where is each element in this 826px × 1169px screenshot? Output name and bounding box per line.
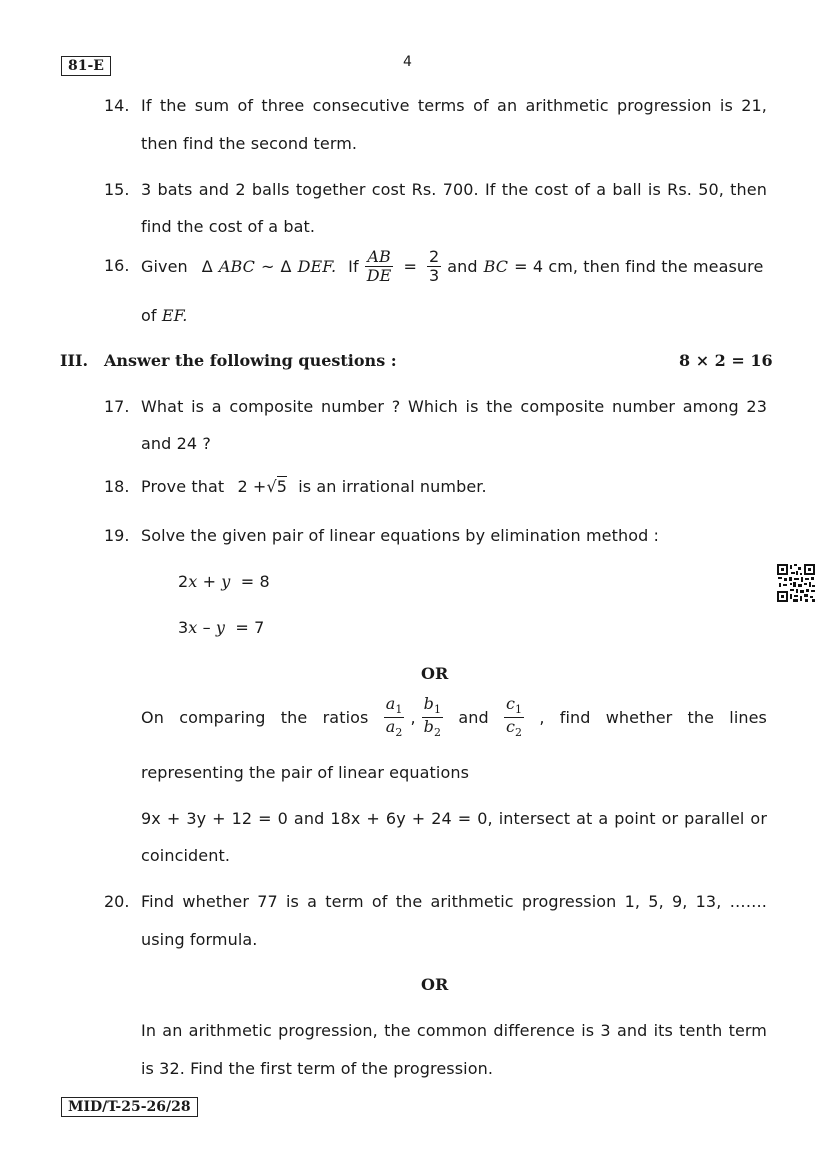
equation-2 bbox=[178, 618, 264, 637]
q18-post: is an irrational number. bbox=[298, 477, 487, 496]
q16-if: If bbox=[348, 256, 359, 276]
or-divider-q19: OR bbox=[421, 664, 449, 683]
fraction-denominator: 3 bbox=[428, 265, 440, 285]
minus-sign: – bbox=[197, 618, 216, 637]
var-x: x bbox=[188, 618, 198, 637]
q18-pre: Prove that bbox=[141, 477, 225, 496]
question-14-line-2: then find the second term. bbox=[141, 134, 358, 153]
fraction-numerator bbox=[384, 695, 405, 717]
eq-coef: 2 bbox=[178, 572, 189, 591]
question-18-line bbox=[141, 477, 487, 496]
word: the bbox=[280, 707, 308, 727]
word: On bbox=[141, 707, 164, 727]
fraction-b1-b2 bbox=[422, 695, 443, 739]
question-19-alt-line-4: coincident. bbox=[141, 846, 231, 865]
question-number-18: 18. bbox=[104, 477, 130, 496]
fraction-numerator bbox=[422, 695, 443, 717]
q16-and: and bbox=[447, 256, 478, 276]
subscript: 2 bbox=[515, 725, 523, 739]
q16-given: Given bbox=[141, 256, 188, 276]
paper-code-footer: MID/T-25-26/28 bbox=[61, 1097, 198, 1117]
subscript: 2 bbox=[395, 725, 403, 739]
question-number-14: 14. bbox=[104, 96, 130, 115]
var-a: a bbox=[385, 694, 396, 714]
word: and bbox=[458, 707, 489, 727]
paper-code-header: 81-E bbox=[61, 56, 111, 76]
var-c: c bbox=[505, 716, 516, 736]
similar-symbol: ~ bbox=[261, 256, 275, 276]
question-20-line-1: Find whether 77 is a term of the arithmetic progression 1, 5, 9, 13, ……. bbox=[141, 892, 767, 911]
segment-ef: EF. bbox=[161, 306, 188, 325]
question-17-line-2: and 24 ? bbox=[141, 434, 211, 453]
var-y: y bbox=[221, 572, 231, 591]
fraction-denominator bbox=[422, 718, 443, 739]
var-c: c bbox=[505, 694, 516, 714]
fraction-numerator: AB bbox=[365, 248, 394, 267]
question-number-19: 19. bbox=[104, 526, 130, 545]
question-14-line-1: If the sum of three consecutive terms of an arithmetic progression is 21, bbox=[141, 96, 767, 115]
eq-rhs: = 8 bbox=[230, 572, 270, 591]
question-19-line-1: Solve the given pair of linear equations by elimination method : bbox=[141, 526, 660, 545]
triangle-abc: ABC bbox=[218, 256, 255, 276]
var-a: a bbox=[385, 716, 396, 736]
question-15-line-1: 3 bats and 2 balls together cost Rs. 700. If the cost of a ball is Rs. 50, then bbox=[141, 180, 767, 199]
plus-sign: + bbox=[197, 572, 222, 591]
question-number-16: 16. bbox=[104, 256, 130, 275]
triangle-symbol: Δ bbox=[201, 256, 213, 276]
sqrt-symbol: √ bbox=[266, 477, 277, 496]
question-number-15: 15. bbox=[104, 180, 130, 199]
triangle-symbol: Δ bbox=[280, 256, 292, 276]
question-number-17: 17. bbox=[104, 397, 130, 416]
question-15-line-2: find the cost of a bat. bbox=[141, 217, 316, 236]
question-19-alt-line-2: representing the pair of linear equations bbox=[141, 763, 470, 782]
section-title: Answer the following questions : bbox=[104, 351, 397, 370]
subscript: 1 bbox=[433, 703, 442, 717]
var-b: b bbox=[423, 694, 434, 714]
word: ratios bbox=[322, 707, 369, 727]
var-b: b bbox=[423, 716, 434, 736]
question-16-line-2 bbox=[141, 306, 188, 325]
question-19-alt-equations: 9x + 3y + 12 = 0 and 18x + 6y + 24 = 0, intersect at a point or parallel or bbox=[141, 809, 767, 828]
segment-bc: BC bbox=[483, 256, 509, 276]
section-marks: 8 × 2 = 16 bbox=[679, 351, 773, 370]
fraction-denominator: DE bbox=[366, 265, 392, 285]
subscript: 1 bbox=[395, 703, 403, 717]
radicand: 5 bbox=[276, 477, 288, 496]
qr-code-icon bbox=[776, 563, 816, 603]
eq-rhs: = 7 bbox=[225, 618, 265, 637]
fraction-a1-a2 bbox=[384, 695, 405, 739]
comma: , bbox=[410, 707, 416, 727]
q16-rest: = 4 cm, then find the measure bbox=[514, 256, 764, 276]
equals-sign: = bbox=[403, 256, 417, 276]
fraction-2-3 bbox=[427, 248, 441, 284]
fraction-denominator bbox=[384, 718, 405, 739]
fraction-numerator: 2 bbox=[428, 246, 440, 266]
eq-coef: 3 bbox=[178, 618, 189, 637]
var-y: y bbox=[215, 618, 226, 637]
question-16-line-1 bbox=[141, 245, 763, 287]
subscript: 2 bbox=[433, 725, 442, 739]
question-20-alt-line-2: is 32. Find the first term of the progression. bbox=[141, 1059, 494, 1078]
section-roman-numeral: III. bbox=[60, 351, 89, 370]
fraction-ab-de bbox=[365, 248, 394, 284]
equation-1 bbox=[178, 572, 270, 591]
page-number: 4 bbox=[403, 54, 412, 70]
fraction-c1-c2 bbox=[504, 695, 524, 739]
triangle-def: DEF. bbox=[297, 256, 337, 276]
var-x: x bbox=[188, 572, 198, 591]
question-17-line-1: What is a composite number ? Which is the composite number among 23 bbox=[141, 397, 767, 416]
q18-expr: 2 + bbox=[237, 477, 267, 496]
fraction-denominator bbox=[504, 718, 524, 739]
question-number-20: 20. bbox=[104, 892, 130, 911]
ratio-fractions bbox=[384, 695, 443, 739]
fraction-numerator bbox=[504, 695, 524, 717]
or-divider-q20: OR bbox=[421, 975, 449, 994]
subscript: 1 bbox=[515, 703, 523, 717]
q16-of: of bbox=[141, 306, 157, 325]
question-20-alt-line-1: In an arithmetic progression, the common difference is 3 and its tenth term bbox=[141, 1021, 767, 1040]
word: comparing bbox=[179, 707, 266, 727]
phrase: , find whether the lines bbox=[539, 707, 767, 727]
question-20-line-2: using formula. bbox=[141, 930, 258, 949]
question-19-alt-line-1 bbox=[141, 692, 767, 742]
